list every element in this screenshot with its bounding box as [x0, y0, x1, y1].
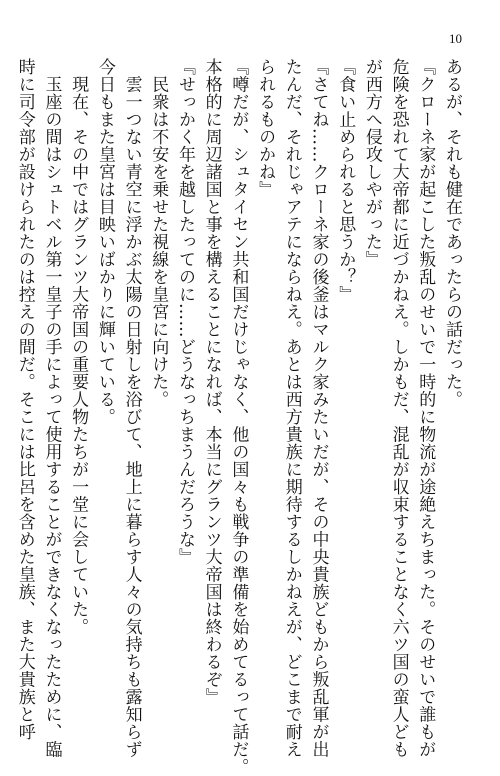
text-line: 本格的に周辺諸国と事を構えることになれば、本当にグランツ大帝国は終わるぞ』 — [201, 58, 222, 706]
text-line: 時に司令部が設けられたのは控えの間だ。そこには比呂を含めた皇族、また大貴族と呼 — [14, 58, 35, 741]
text-line: 『せっかく年を越したってのに……どうなっちまうんだろうな』 — [174, 58, 195, 566]
text-line: 民衆は不安を乗せた視線を皇宮に向けた。 — [148, 58, 169, 408]
text-line: が西方へ侵攻しやがった』 — [361, 58, 382, 268]
text-line: たんだ、それじゃアテにならねえ。あとは西方貴族に期待するしかねえが、どこまで耐え — [281, 58, 302, 758]
text-line: 現在、その中ではグランツ大帝国の重要人物たちが一堂に会していた。 — [68, 58, 89, 636]
text-line: 『クローネ家が起こした叛乱のせいで一時的に物流が途絶えちまった。そのせいで誰もが — [415, 58, 436, 758]
text-line: 今日もまた皇宮は目映いばかりに輝いている。 — [94, 58, 115, 426]
text-line: あるが、それも健在であったらの話だった。 — [442, 58, 462, 408]
text-line: 『食い止められると思うか？』 — [335, 58, 356, 303]
novel-text-block — [14, 58, 465, 776]
text-line: 玉座の間はシュトベル第一皇子の手によって使用することができなくなったために、臨 — [41, 58, 62, 758]
page-number: 10 — [449, 31, 462, 46]
text-line: られるものかね』 — [255, 58, 276, 198]
text-line: 雲一つない青空に浮かぶ太陽の日射しを浴びて、地上に暮らす人々の気持ちも露知らず — [121, 58, 142, 758]
text-line: 『さてね……クローネ家の後釜はマルク家みたいだが、その中央貴族どもから叛乱軍が出 — [308, 58, 329, 758]
text-line: 危険を恐れて大帝都に近づかねえ。しかもだ、混乱が収束することなく六ツ国の蛮人ども — [388, 58, 409, 758]
text-line: 『噂だが、シュタイセン共和国だけじゃなく、他の国々も戦争の準備を始めてるって話だ。 — [228, 58, 249, 776]
